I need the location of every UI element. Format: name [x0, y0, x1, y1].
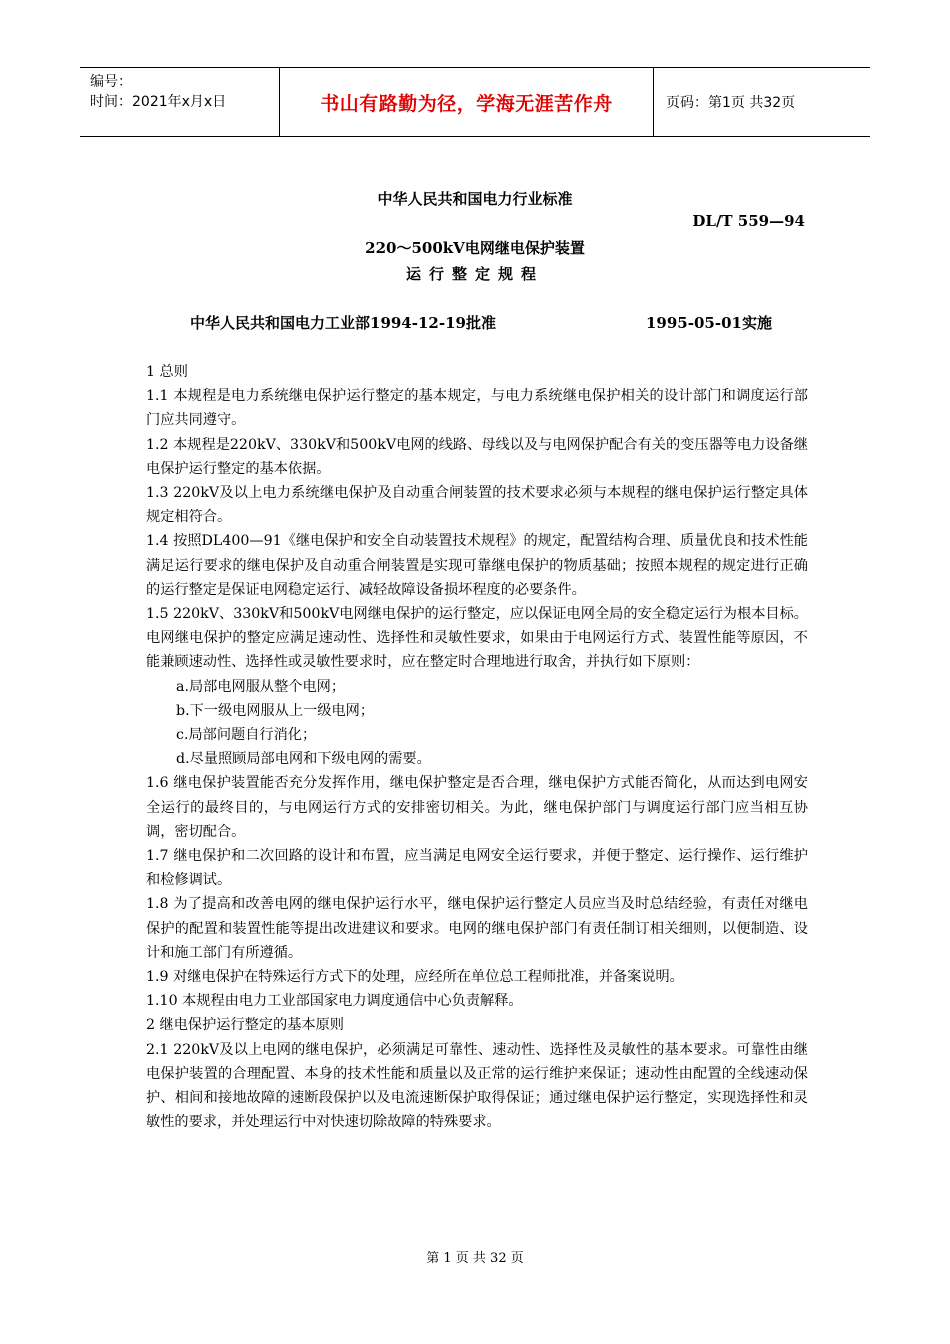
number-label: 编号：	[90, 74, 132, 90]
paragraph: b.下一级电网服从上一级电网；	[176, 702, 375, 719]
paragraph: 2 继电保护运行整定的基本原则	[146, 1017, 344, 1034]
time-label: 时间：2021年x月x日	[90, 94, 227, 110]
paragraph: 1 总则	[146, 364, 188, 380]
paragraph: c.局部问题自行消化；	[176, 727, 317, 744]
standard-code: DL/T 559—94	[692, 212, 805, 230]
paragraph: 2.1 220kV及以上电网的继电保护，必须满足可靠性、速动性、选择性及灵敏性的基本要求。可靠性由继电保护装置的合理配置、本身的技术性能和质量以及正常的运行维护来保证；速动性由配置的全线速动保护、相间和接地故障的速断段保护以及电流速断保护取得保证；通过继电保护运行整定，实现选择性和灵敏性的要求，并处理运行中对快速切除故障的特殊要求。	[146, 1041, 808, 1131]
paragraph: 1.5 220kV、330kV和500kV电网继电保护的运行整定，应以保证电网全局的安全稳定运行为根本目标。电网继电保护的整定应满足速动性、选择性和灵敏性要求，如果由于电网运行方式、装置性能等原因，不能兼顾速动性、选择性或灵敏性要求时，应在整定时合理地进行取舍，并执行如下原则：	[146, 606, 808, 671]
paragraph: 1.2 本规程是220kV、330kV和500kV电网的线路、母线以及与电网保护配合有关的变压器等电力设备继电保护运行整定的基本依据。	[146, 436, 808, 477]
paragraph: 1.1 本规程是电力系统继电保护运行整定的基本规定，与电力系统继电保护相关的设计部门和调度运行部门应共同遵守。	[146, 388, 808, 429]
paragraph: 1.8 为了提高和改善电网的继电保护运行水平，继电保护运行整定人员应当及时总结经验，有责任对继电保护的配置和装置性能等提出改进建议和要求。电网的继电保护部门有责任制订相关细则，以便制造、设计和施工部门有所遵循。	[146, 896, 808, 961]
document-body	[146, 360, 808, 1135]
approval-line: 中华人民共和国电力工业部1994-12-19批准	[190, 314, 496, 332]
paragraph: d.尽量照顾局部电网和下级电网的需要。	[176, 751, 431, 768]
implement-date: 1995-05-01实施	[646, 314, 772, 332]
paragraph: 1.4 按照DL400—91《继电保护和安全自动装置技术规程》的规定，配置结构合理、质量优良和技术性能满足运行要求的继电保护及自动重合闸装置是实现可靠继电保护的物质基础；按照本规程的规定进行正确的运行整定是保证电网稳定运行、减轻故障设备损坏程度的必要条件。	[146, 533, 808, 598]
paragraph: 1.7 继电保护和二次回路的设计和布置，应当满足电网安全运行要求，并便于整定、运行操作、运行维护和检修调试。	[146, 848, 808, 889]
paragraph: 1.6 继电保护装置能否充分发挥作用，继电保护整定是否合理，继电保护方式能否简化，从而达到电网安全运行的最终目的，与电网运行方式的安排密切相关。为此，继电保护部门与调度运行部门应当相互协调，密切配合。	[146, 775, 808, 840]
paragraph: 1.3 220kV及以上电力系统继电保护及自动重合闸装置的技术要求必须与本规程的继电保护运行整定具体规定相符合。	[146, 485, 808, 526]
header-motto: 书山有路勤为径，学海无涯苦作舟	[280, 68, 654, 136]
org-title: 中华人民共和国电力行业标准	[377, 190, 573, 208]
page-header	[80, 67, 870, 137]
doc-title-line2: 运行整定规程	[405, 265, 544, 283]
paragraph: a.局部电网服从整个电网；	[176, 678, 346, 695]
page-footer: 第 1 页 共 32 页	[426, 1251, 524, 1266]
header-meta	[80, 68, 280, 136]
doc-title-line1: 220～500kV电网继电保护装置	[365, 239, 585, 257]
header-page-label: 页码：第1页 共32页	[666, 95, 796, 111]
paragraph: 1.9 对继电保护在特殊运行方式下的处理，应经所在单位总工程师批准，并备案说明。	[146, 969, 684, 986]
paragraph: 1.10 本规程由电力工业部国家电力调度通信中心负责解释。	[146, 993, 523, 1010]
